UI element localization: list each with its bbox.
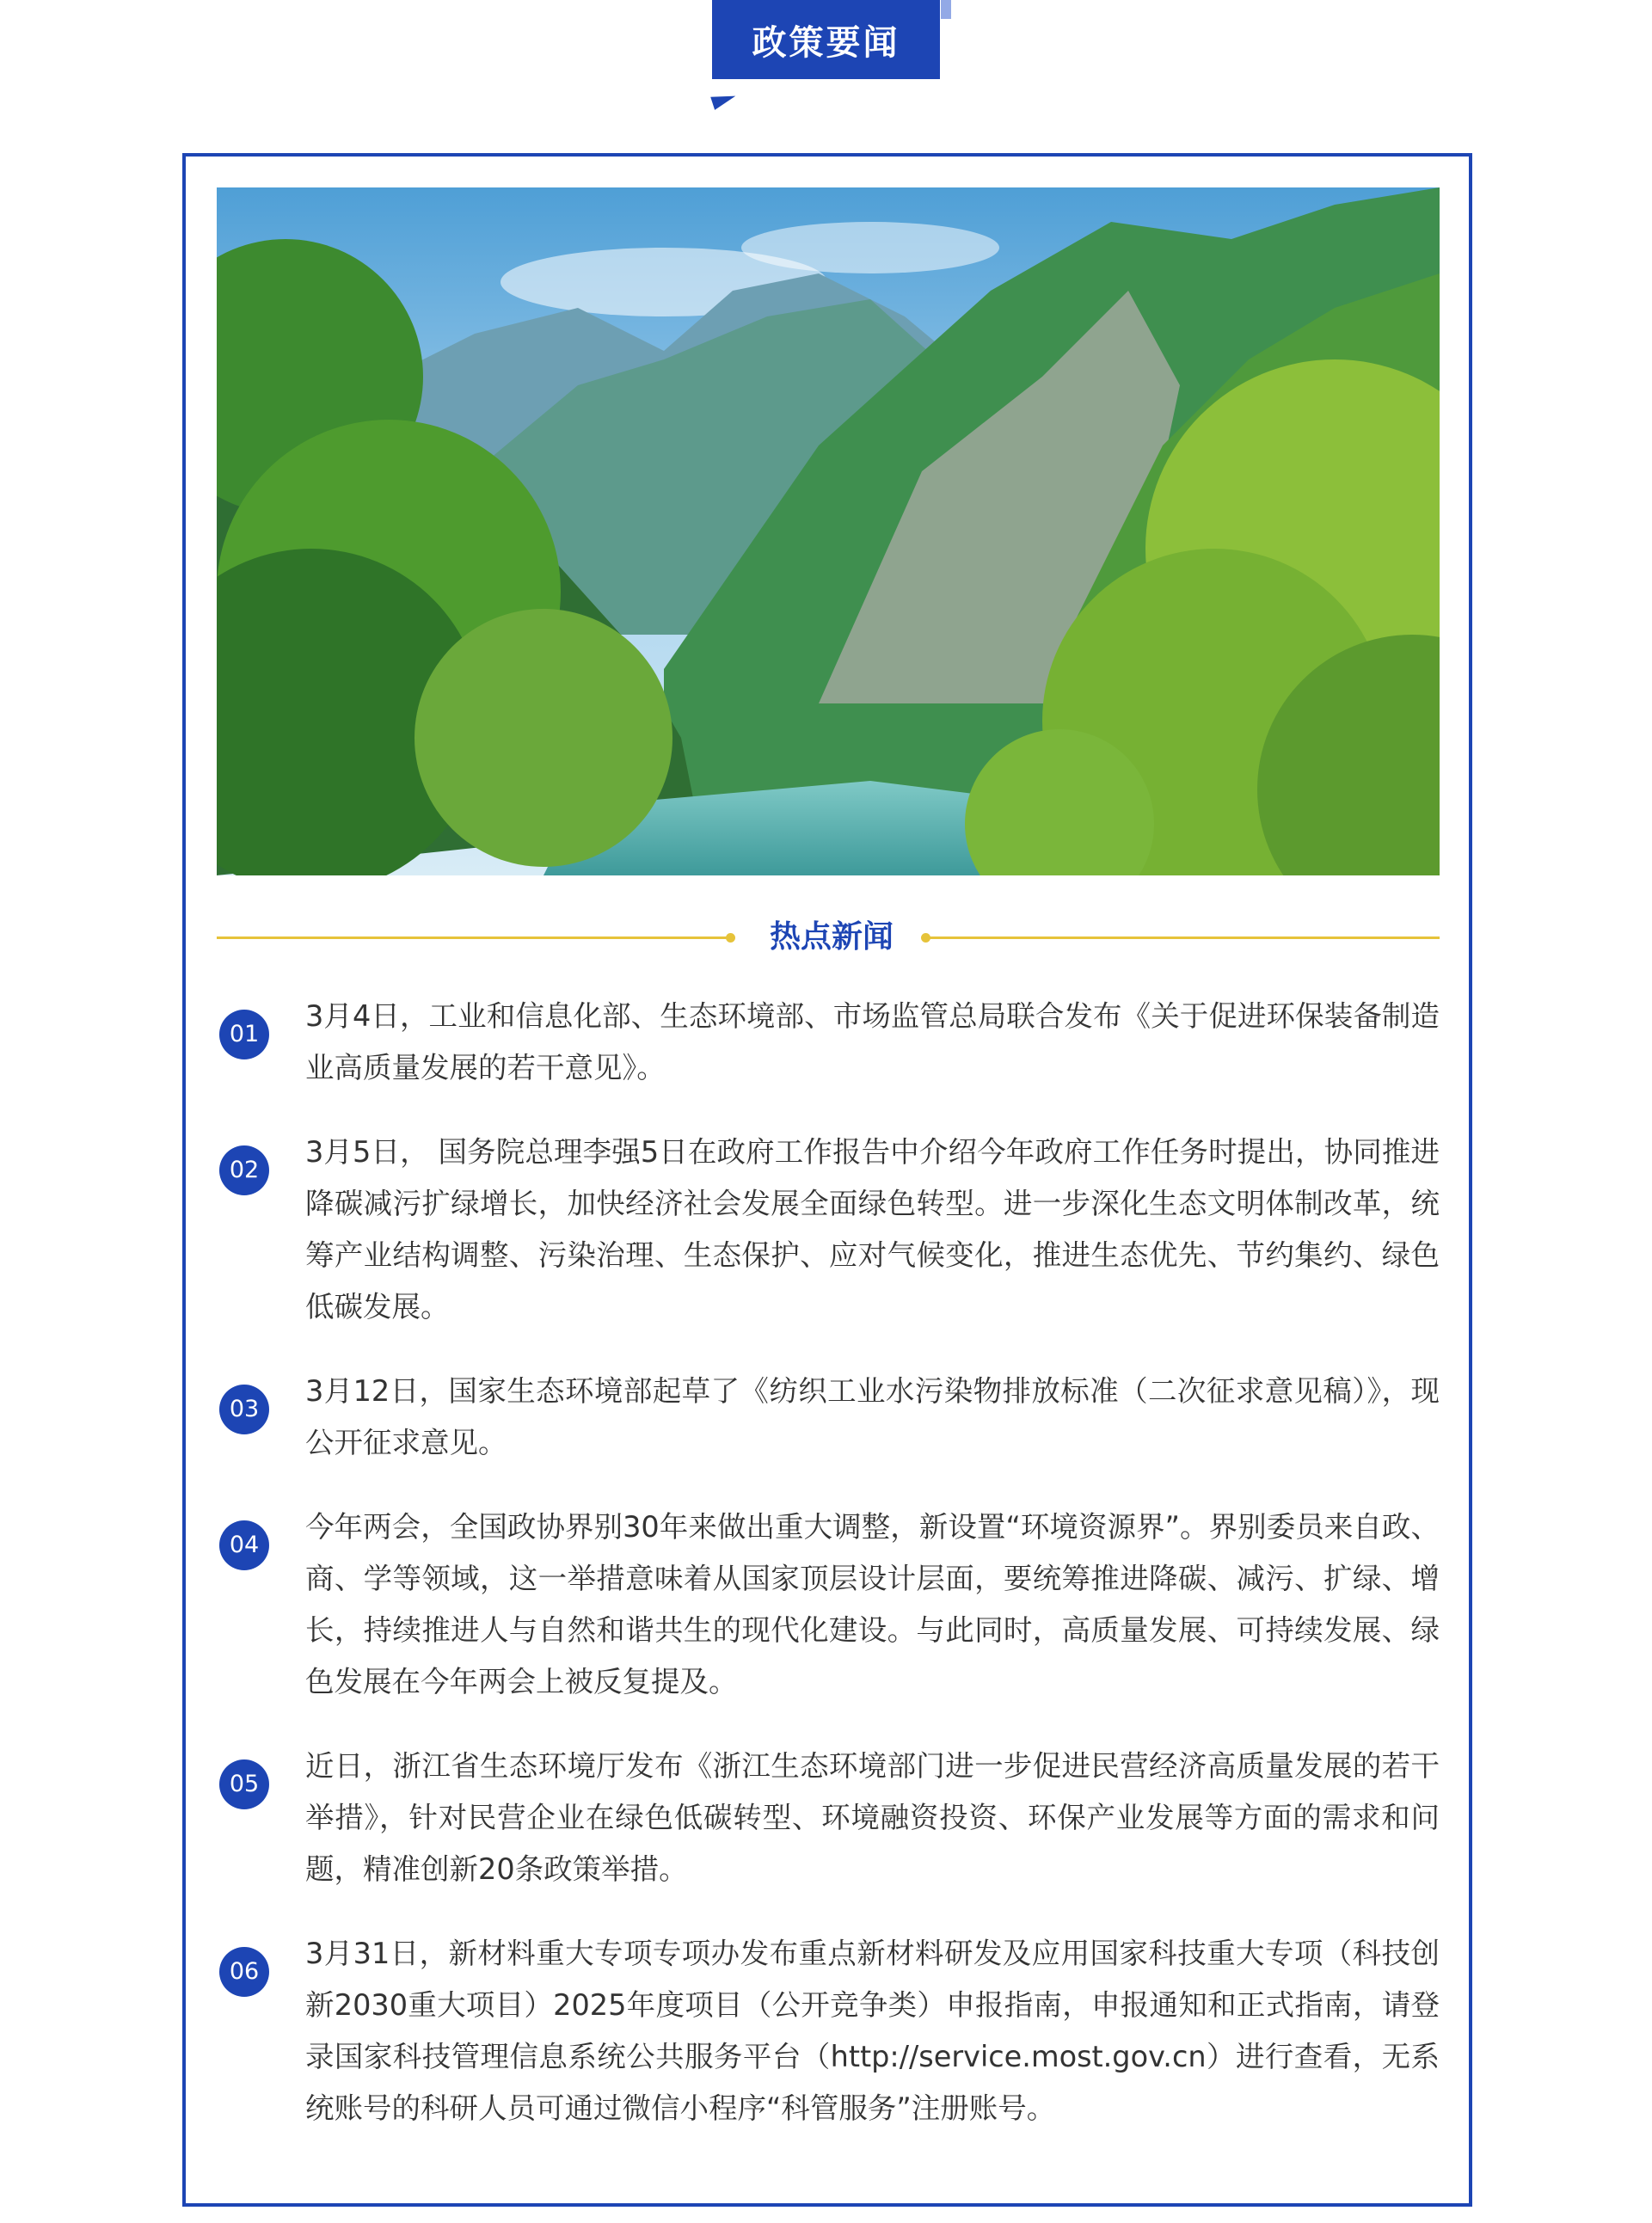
news-number-badge: 01: [219, 1010, 269, 1059]
section-divider: [217, 912, 1440, 963]
landscape-photo: [217, 187, 1440, 875]
news-item: [217, 1928, 1440, 2134]
news-text: 3月31日，新材料重大专项专项办发布重点新材料研发及应用国家科技重大专项（科技创新2030重大项目）2025年度项目（公开竞争类）申报指南，申报通知和正式指南，请登录国家科技管理信息系统公共服务平台（http://service.most.gov.cn）进行查看，无系统账号的科研人员可通过微信小程序“科管服务”注册账号。: [305, 1937, 1440, 2125]
news-item: [217, 1366, 1440, 1469]
news-text: 3月4日，工业和信息化部、生态环境部、市场监管总局联合发布《关于促进环保装备制造业高质量发展的若干意见》。: [305, 999, 1440, 1084]
news-text: 近日，浙江省生态环境厅发布《浙江生态环境部门进一步促进民营经济高质量发展的若干举措》，针对民营企业在绿色低碳转型、环境融资投资、环保产业发展等方面的需求和问题，精准创新20条政策举措。: [305, 1749, 1440, 1886]
news-number-badge: 05: [219, 1759, 269, 1809]
news-list: [217, 991, 1440, 2167]
news-item: [217, 1741, 1440, 1895]
header-tab-group: [712, 0, 944, 112]
divider-line-right: [929, 936, 1440, 939]
news-number-badge: 03: [219, 1385, 269, 1434]
news-item: [217, 1127, 1440, 1333]
header-tab-shadow: [941, 0, 951, 19]
news-text: 今年两会，全国政协界别30年来做出重大调整，新设置“环境资源界”。界别委员来自政、商、学等领域，这一举措意味着从国家顶层设计层面，要统筹推进降碳、减污、扩绿、增长，持续推进人与自然和谐共生的现代化建设。与此同时，高质量发展、可持续发展、绿色发展在今年两会上被反复提及。: [305, 1510, 1440, 1698]
header-flag-icon: [710, 89, 738, 110]
news-number-badge: 04: [219, 1520, 269, 1570]
news-text: 3月5日， 国务院总理李强5日在政府工作报告中介绍今年政府工作任务时提出，协同推进降碳减污扩绿增长，加快经济社会发展全面绿色转型。进一步深化生态文明体制改革，统筹产业结构调整、污染治理、生态保护、应对气候变化，推进生态优先、节约集约、绿色低碳发展。: [305, 1135, 1440, 1323]
page-title: 政策要闻: [712, 0, 940, 79]
divider-line-left: [217, 936, 728, 939]
divider-dot-left: [726, 933, 735, 943]
news-item: [217, 991, 1440, 1094]
news-number-badge: 02: [219, 1145, 269, 1195]
news-number-badge: 06: [219, 1947, 269, 1997]
news-text: 3月12日，国家生态环境部起草了《纺织工业水污染物排放标准（二次征求意见稿）》，现公开征求意见。: [305, 1374, 1440, 1459]
news-item: [217, 1501, 1440, 1708]
section-title: 热点新闻: [769, 919, 894, 955]
